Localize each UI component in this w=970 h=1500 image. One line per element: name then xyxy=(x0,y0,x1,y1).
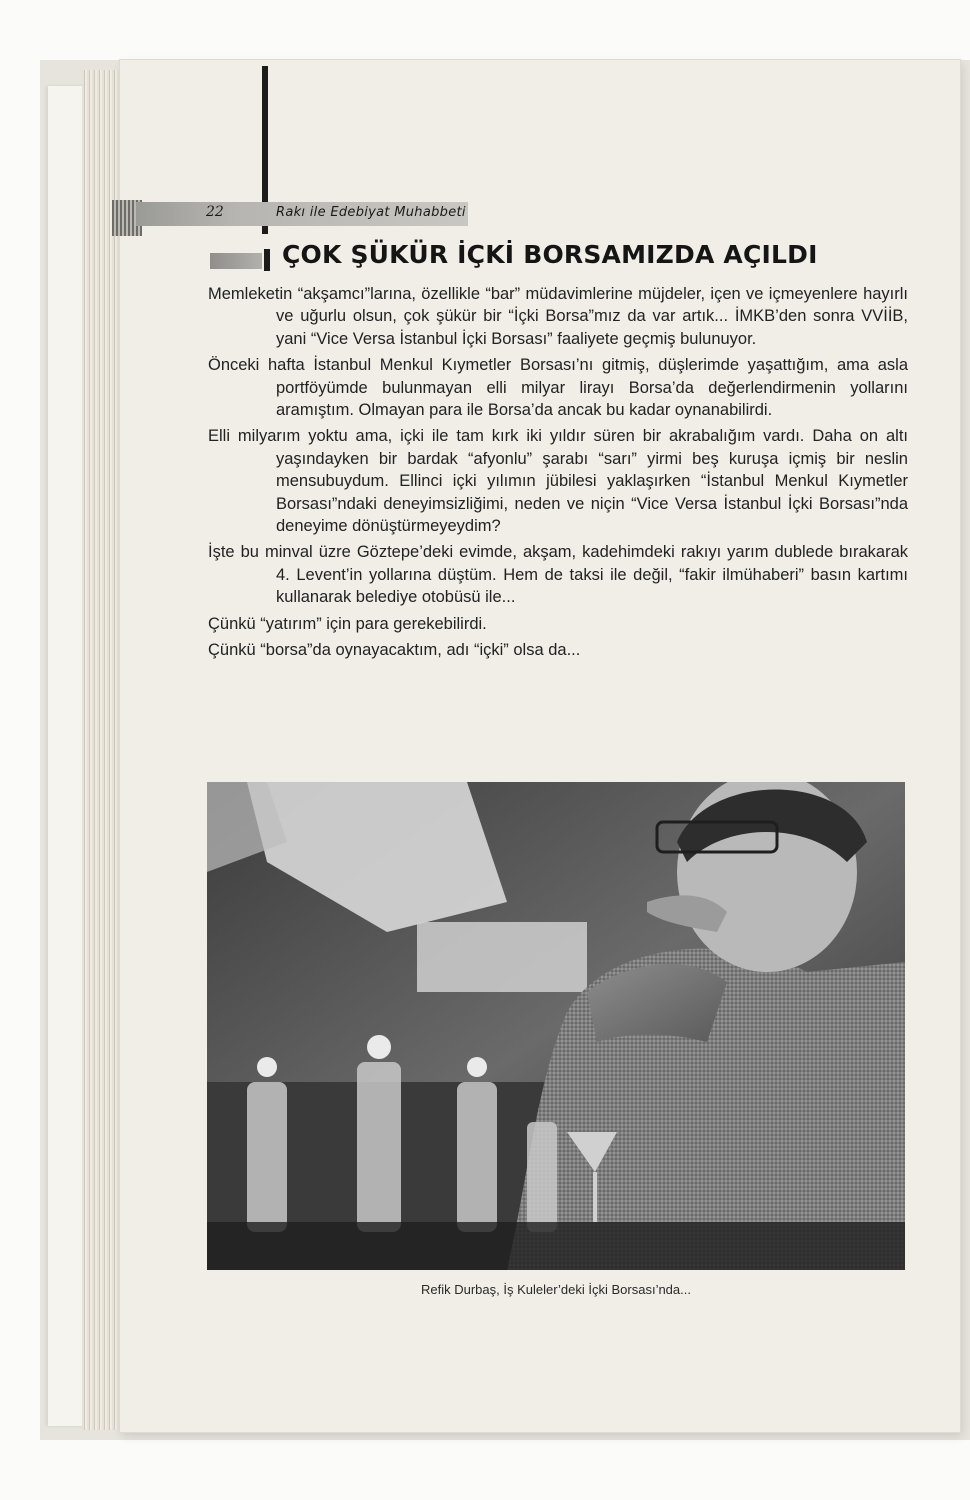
paragraph-2: Önceki hafta İstanbul Menkul Kıymetler Borsası’nı gitmiş, düşlerimde yaşattığım, ama asla portföyümde bulunmayan elli milyar lirayı Borsa’da değerlendirmenin yollarını aramıştım. Olmayan para ile Borsa’da ancak bu kadar oynanabilirdi. xyxy=(208,356,908,420)
heading-marker-tick xyxy=(264,249,270,271)
photo-caption: Refik Durbaş, İş Kuleler’deki İçki Borsası’nda... xyxy=(421,1282,691,1297)
photo xyxy=(207,782,905,1270)
chapter-title: ÇOK ŞÜKÜR İÇKİ BORSAMIZDA AÇILDI xyxy=(282,240,818,269)
heading-marker-bar xyxy=(210,253,262,269)
paragraph-5: Çünkü “yatırım” için para gerekebilirdi. xyxy=(208,614,487,633)
paragraph-6: Çünkü “borsa”da oynayacaktım, adı “içki” olsa da... xyxy=(208,641,581,660)
photo-illustration xyxy=(207,782,905,1270)
running-title: Rakı ile Edebiyat Muhabbeti xyxy=(276,205,466,220)
paragraph-3: Elli milyarım yoktu ama, içki ile tam kırk iki yıldır süren bir akrabalığım vardı. Daha on altı yaşındayken bir bardak “afyonlu” şarabı “sarı” yirmi beş kuruşa içmiş bir neslin mensubuydum. Ellinci içki yılımın jübilesi yaklaşırken “İstanbul Menkul Kıymetler Borsası”ndaki deneyimsizliğimi, neden ve niçin “Vice Versa İstanbul İçki Borsası”nda deneyime dönüştürmeyeydim? xyxy=(208,427,908,536)
paragraph-1: Memleketin “akşamcı”larına, özellikle “bar” müdavimlerine müjdeler, içen ve içmeyenlere hayırlı ve uğurlu olsun, çok şükür bir “İçki Borsa”mız da var artık... İMKB’den sonra VVİİB, yani “Vice Versa İstanbul İçki Borsası” faaliyete geçmiş bulunuyor. xyxy=(208,285,908,348)
page-number: 22 xyxy=(206,204,224,220)
paragraph-4: İşte bu minval üzre Göztepe’deki evimde, akşam, kadehimdeki rakıyı yarım dublede bırakarak 4. Levent’in yollarına düştüm. Hem de taksi ile değil, “fakir ilmühaberi” basın kartımı kullanarak belediye otobüsü ile... xyxy=(208,543,908,607)
body-text xyxy=(208,283,908,666)
